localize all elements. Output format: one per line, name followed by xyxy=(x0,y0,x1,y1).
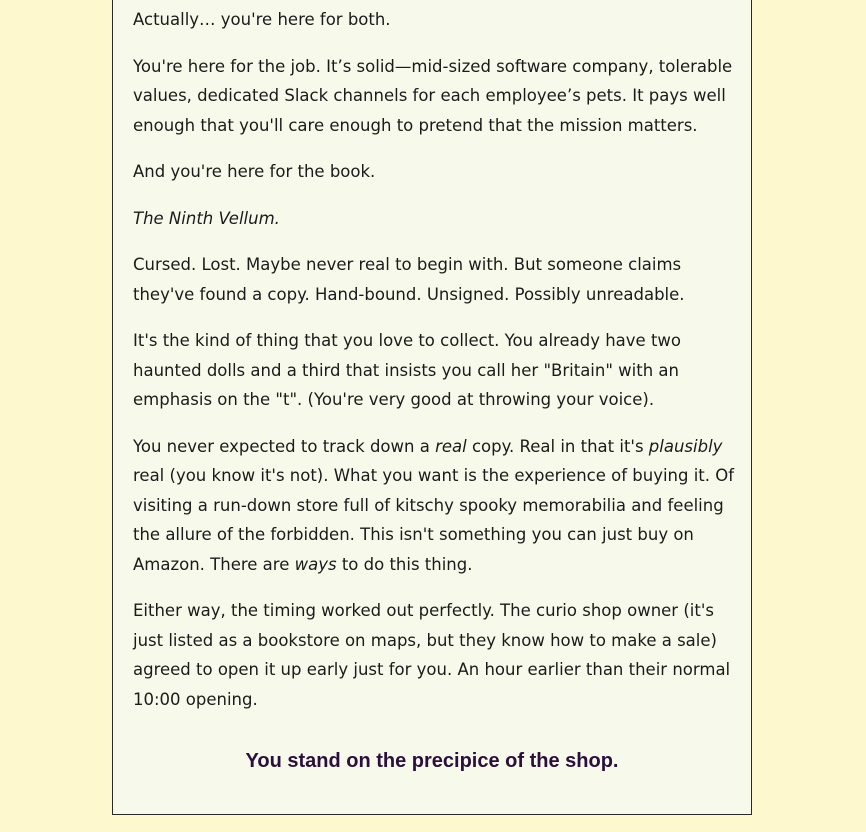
emphasis-ways: ways xyxy=(294,554,337,574)
story-text xyxy=(133,5,743,731)
text-segment: copy. Real in that it's xyxy=(466,436,649,456)
emphasis-plausibly: plausibly xyxy=(648,436,723,456)
paragraph-timing: Either way, the timing worked out perfectly. The curio shop owner (it's just listed as a bookstore on maps, but they know how to make a sale) agreed to open it up early just for you. An hour earlier than their normal 10:00 opening. xyxy=(133,601,731,709)
text-segment: real (you know it's not). What you want is the experience of buying it. Of visiting a run-down store full of kitschy spooky memorabilia and feeling the allure of the forbidden. This isn't something you can just buy on Amazon. There are xyxy=(133,466,735,574)
emphasis-real: real xyxy=(435,436,467,456)
precipice-choice-link[interactable]: You stand on the precipice of the shop. xyxy=(245,750,619,772)
text-segment: You never expected to track down a xyxy=(133,436,436,456)
paragraph-cursed: Cursed. Lost. Maybe never real to begin with. But someone claims they've found a copy. Hand-bound. Unsigned. Possibly unreadable. xyxy=(133,255,685,304)
book-title: The Ninth Vellum. xyxy=(133,208,280,228)
paragraph-book: And you're here for the book. xyxy=(133,162,376,181)
paragraph-both: Actually… you're here for both. xyxy=(133,10,391,29)
paragraph-collect: It's the kind of thing that you love to collect. You already have two haunted dolls and a third that insists you call her "Britain" with an emphasis on the "t". (You're very good at throwing your voice). xyxy=(133,331,682,409)
paragraph-book-title xyxy=(133,204,743,234)
paragraph-real-copy xyxy=(133,432,743,580)
text-segment: to do this thing. xyxy=(336,554,473,574)
story-panel xyxy=(112,0,752,815)
paragraph-job: You're here for the job. It’s solid—mid-sized software company, tolerable values, dedicated Slack channels for each employee’s pets. It pays well enough that you'll care enough to pretend that the mission matters. xyxy=(133,56,733,135)
